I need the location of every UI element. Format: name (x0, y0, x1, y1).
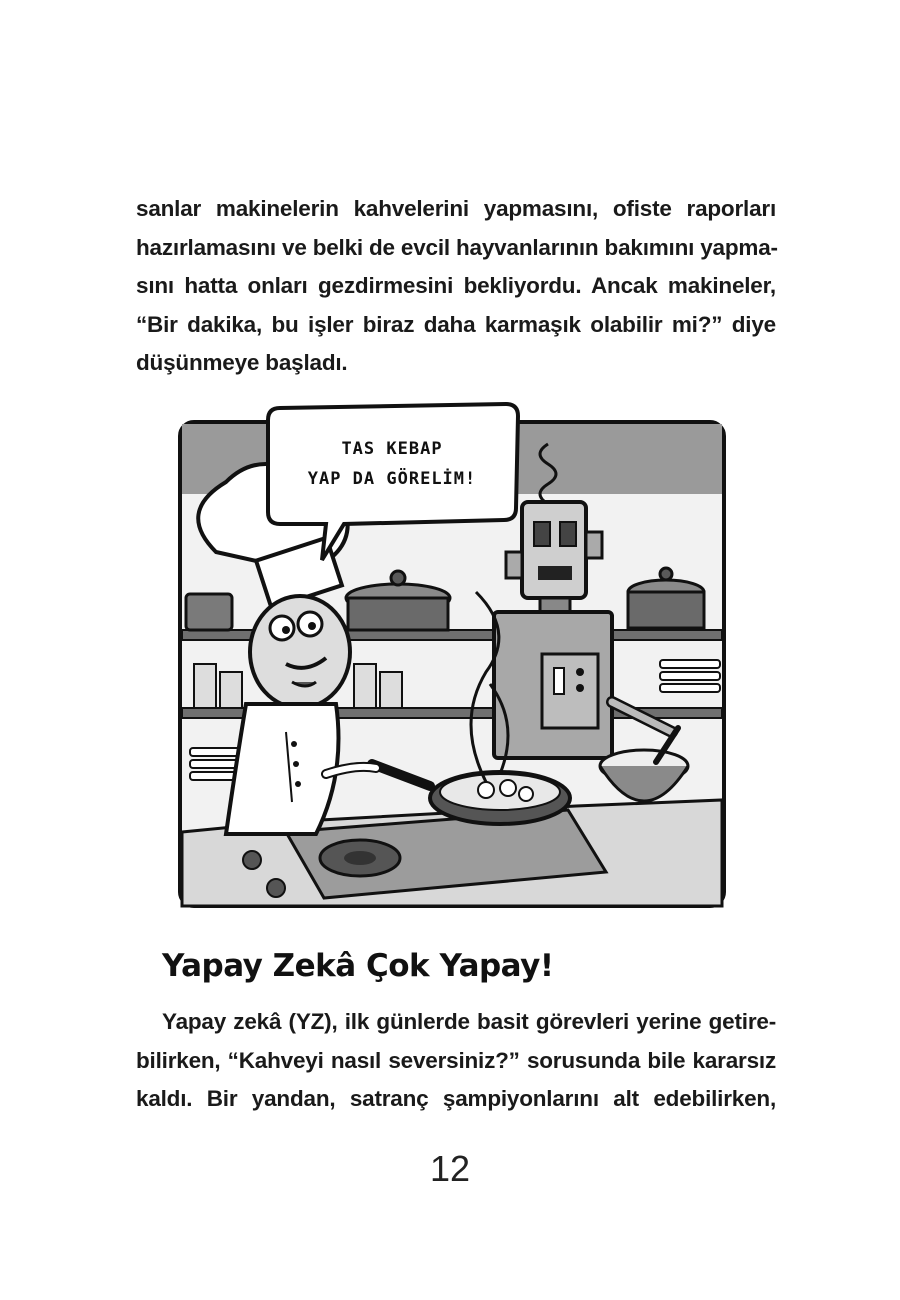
paragraph-line: sanlar makinelerin kahvelerini yapmasını, ofiste raporları (136, 196, 776, 221)
page-number: 12 (429, 1148, 471, 1189)
paragraph-line: bilirken, “Kahveyi nasıl seversiniz?” sorusunda bile kararsız (136, 1047, 776, 1073)
paragraph-line: Yapay zekâ (YZ), ilk günlerde basit görevleri yerine getire- (162, 1009, 776, 1034)
paragraph-bottom (136, 1003, 776, 1119)
pot-left (186, 594, 232, 630)
paragraph-line: hazırlamasını ve belki de evcil hayvanlarının bakımını yapma- (136, 234, 778, 260)
section-heading: Yapay Zekâ Çok Yapay! (162, 948, 554, 984)
paragraph-line: “Bir dakika, bu işler biraz daha karmaşık olabilir mi?” diye (136, 311, 776, 337)
paragraph-top (136, 190, 776, 383)
chef-robot-illustration (176, 402, 728, 910)
paragraph-line: düşünmeye başladı. (136, 350, 348, 375)
speech-text-line-2: YAP DA GÖRELİM! (307, 469, 477, 489)
paragraph-line: kaldı. Bir yandan, satranç şampiyonlarını alt edebilirken, (136, 1086, 776, 1111)
paragraph-line: sını hatta onları gezdirmesini bekliyordu. Ancak makineler, (136, 273, 776, 298)
speech-text-line-1: TAS KEBAP (341, 439, 443, 459)
